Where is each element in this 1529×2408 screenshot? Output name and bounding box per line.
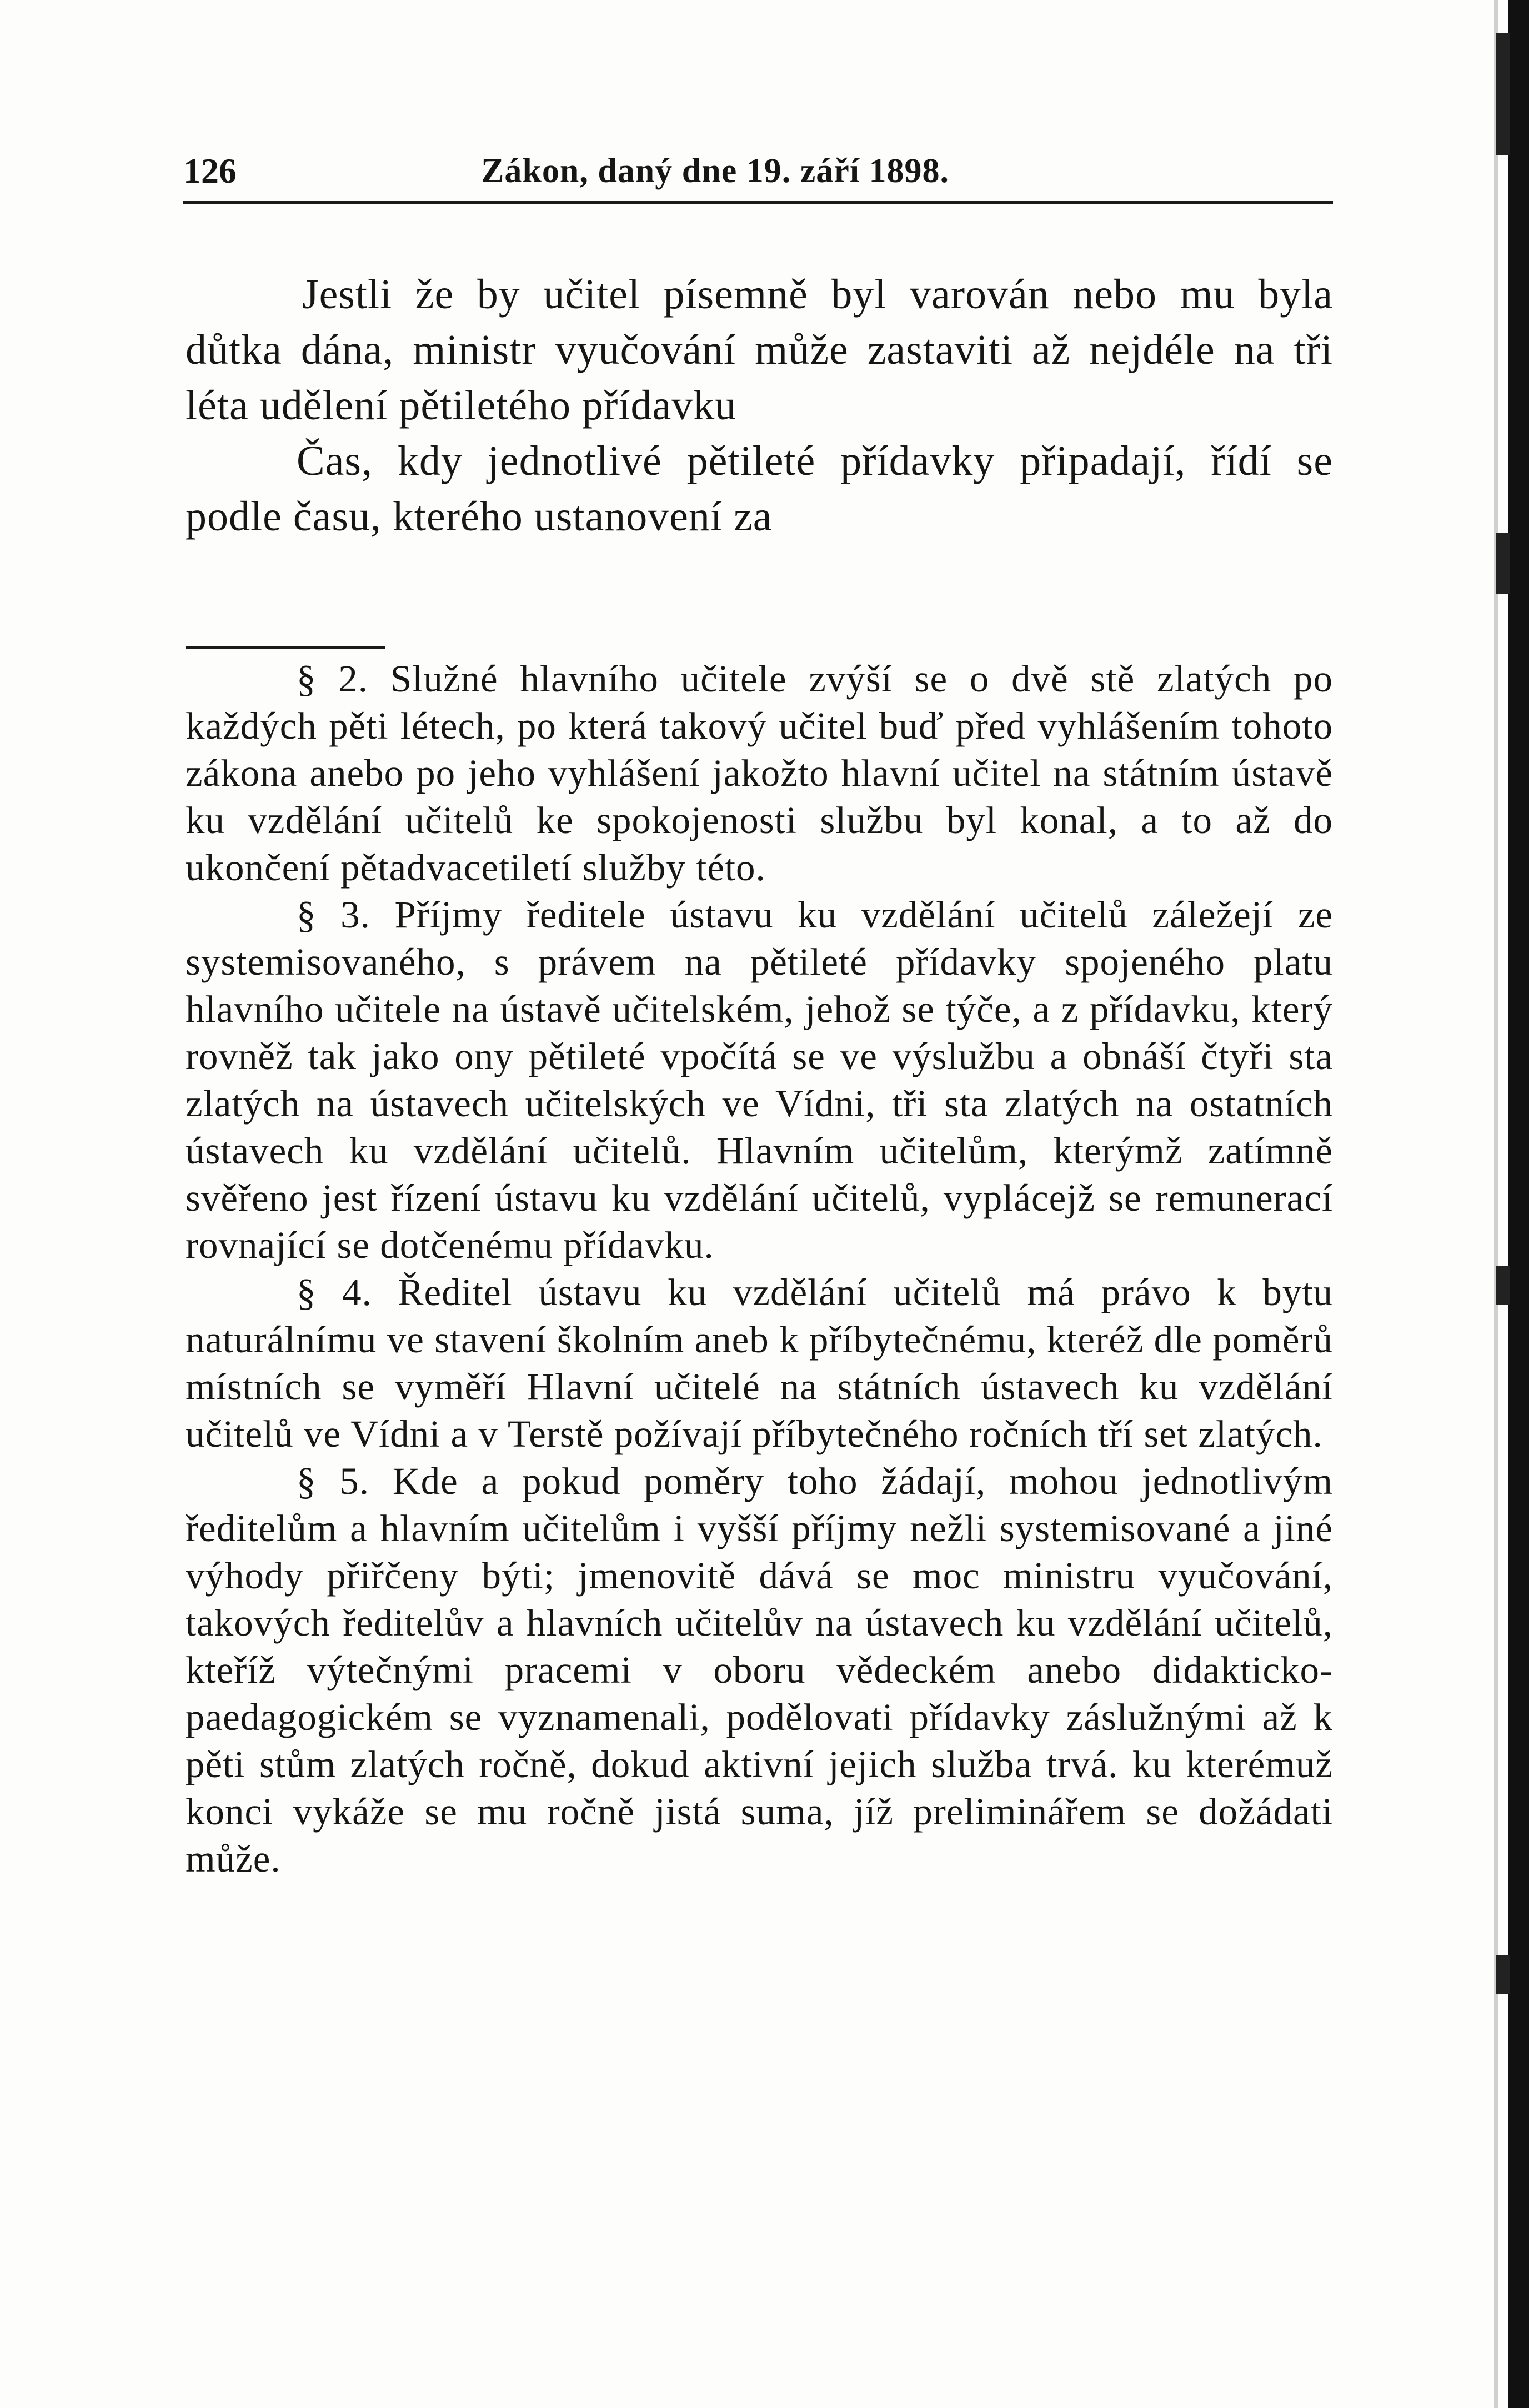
header-rule (183, 201, 1333, 204)
section-3-paragraph: § 3. Příjmy ředitele ústavu ku vzdělání učitelů záležejí ze systemisovaného, s právem na pětileté přídavky spojeného platu hlavního učitele na ústavě učitelském, jehož se týče, a z přídavku, který rovněž tak jako ony pětileté vpočítá se ve výslužbu a obnáší čtyři sta zlatých na ústavech učitelských ve Vídni, tři sta zlatých na ostatních ústavech ku vzdělání učitelů. Hlavním učitelům, kterýmž zatímně svěřeno jest řízení ústavu ku vzdělání učitelů, vyplácejž se remunerací rovnající se dotčenému přídavku. (186, 894, 1333, 1266)
main-text (186, 267, 1333, 544)
edge-mark (1496, 1955, 1510, 1994)
main-paragraph: Čas, kdy jednotlivé pětileté přídavky připadají, řídí se podle času, kterého ustanovení za (186, 438, 1333, 540)
page-header (183, 143, 1333, 199)
main-paragraph: Jestli že by učitel písemně byl varován nebo mu byla důtka dána, ministr vyučování může zastaviti až nejdéle na tři léta udělení pětiletého přídavku (186, 271, 1333, 429)
scan-border (1508, 0, 1529, 2408)
edge-mark (1496, 33, 1510, 155)
footnotes (186, 655, 1333, 1883)
edge-mark (1496, 1266, 1510, 1305)
section-2-paragraph: § 2. Služné hlavního učitele zvýší se o dvě stě zlatých po každých pěti létech, po která takový učitel buď před vyhlášením tohoto zákona anebo po jeho vyhlášení jakožto hlavní učitel na státním ústavě ku vzdělání učitelů ke spokojenosti službu byl konal, a to až do ukončení pětadvacetiletí služby této. (186, 658, 1333, 889)
page-edge-shadow (1494, 0, 1498, 2408)
section-4-paragraph: § 4. Ředitel ústavu ku vzdělání učitelů má právo k bytu naturálnímu ve stavení školním aneb k příbytečnému, kteréž dle poměrů místních se vyměří Hlavní učitelé na státních ústavech ku vzdělání učitelů ve Vídni a v Terstě požívají příbytečného ročních tří set zlatých. (186, 1271, 1333, 1455)
running-title: Zákon, daný dne 19. září 1898. (481, 152, 950, 190)
edge-mark (1496, 533, 1510, 594)
page-number: 126 (183, 151, 237, 190)
footnote-rule (186, 646, 385, 649)
section-5-paragraph: § 5. Kde a pokud poměry toho žádají, mohou jednotlivým ředitelům a hlavním učitelům i vyšší příjmy nežli systemisované a jiné výhody přiřčeny býti; jmenovitě dává se moc ministru vyučování, takových ředitelův a hlavních učitelův na ústavech ku vzdělání učitelů, kteříž výtečnými pracemi v oboru vědeckém anebo didakticko-paedagogickém se vyznamenali, podělovati přídavky záslužnými až k pěti stům zlatých ročně, dokud aktivní jejich služba trvá. ku kterémuž konci vykáže se mu ročně jistá suma, jíž preliminářem se dožádati může. (186, 1460, 1333, 1880)
